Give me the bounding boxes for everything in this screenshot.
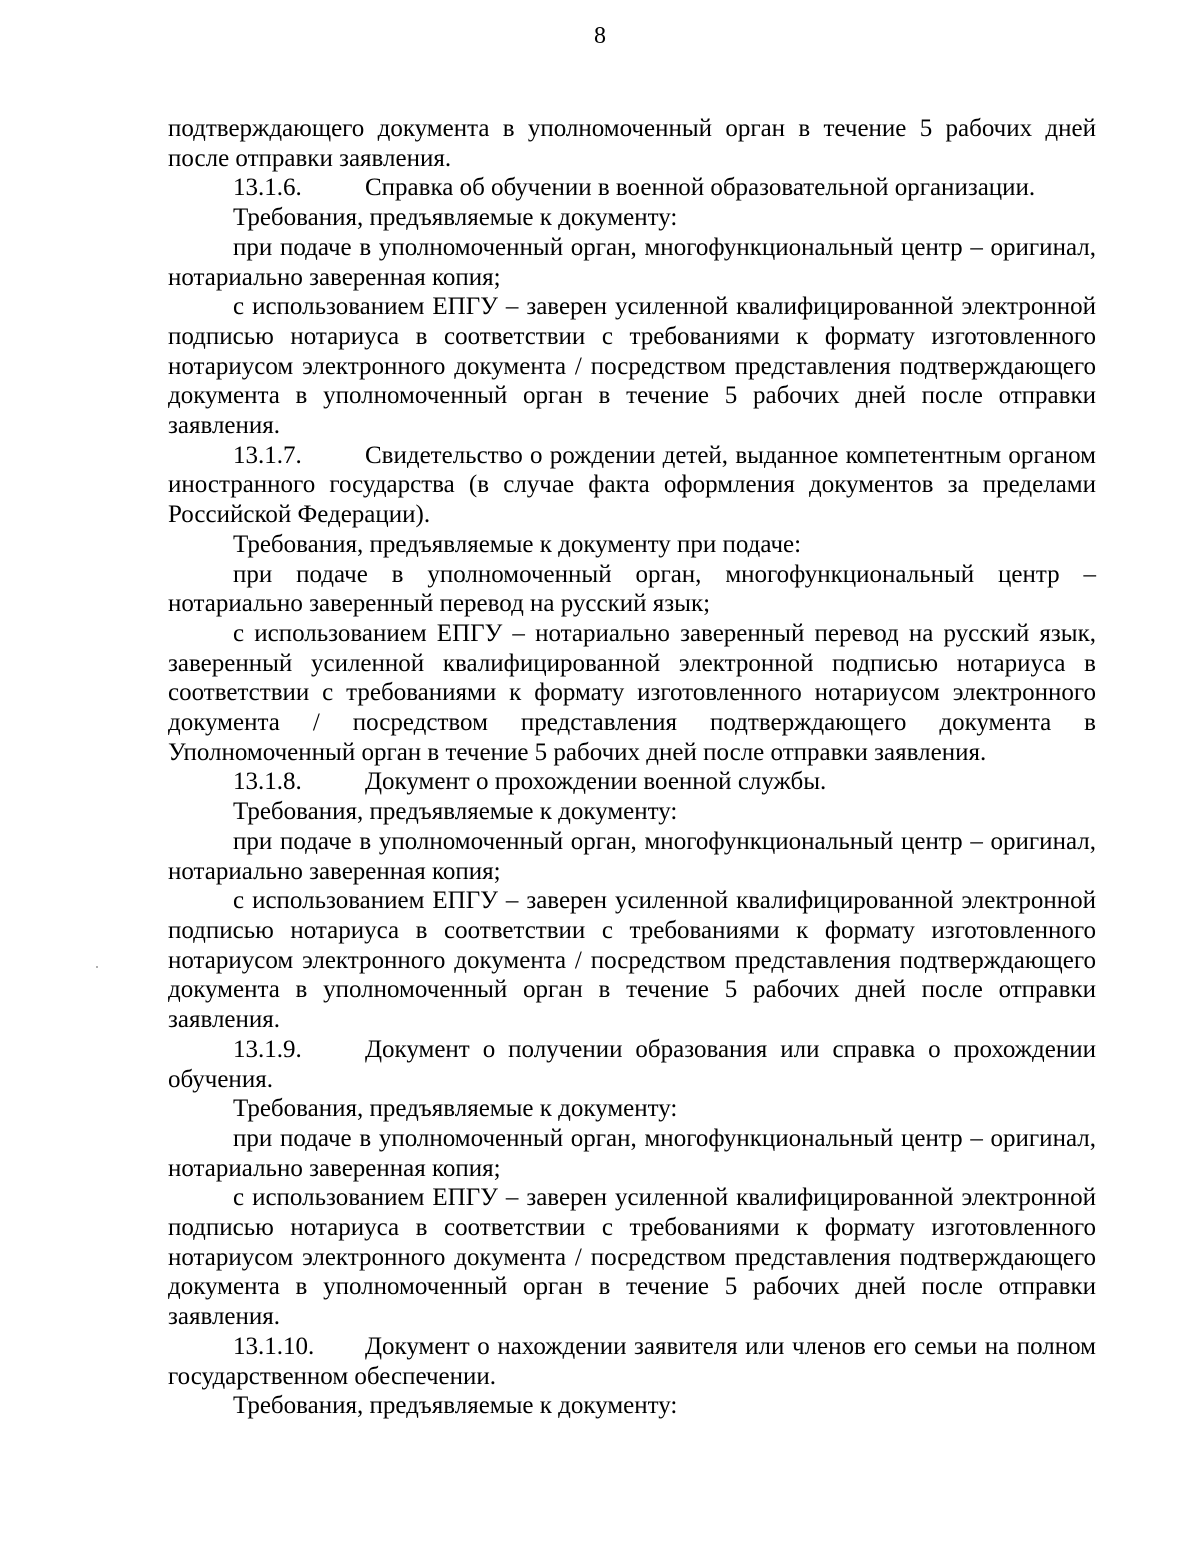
body-paragraph bbox=[168, 203, 1096, 233]
clause-paragraph bbox=[168, 441, 1096, 530]
paragraph-text: Требования, предъявляемые к документу: bbox=[233, 1095, 678, 1123]
paragraph-text: Документ о прохождении военной службы. bbox=[365, 768, 827, 796]
paragraph-text: при подаче в уполномоченный орган, многофункциональный центр – оригинал, нотариально заверенная копия; bbox=[168, 827, 1096, 885]
body-paragraph bbox=[168, 1391, 1096, 1421]
paragraph-text: с использованием ЕПГУ – заверен усиленной квалифицированной электронной подписью нотариуса в соответствии с требованиями к формату изготовленного нотариусом электронного документа / посредством представления подтверждающего документа в уполномоченный орган в течение 5 рабочих дней после отправки заявления. bbox=[168, 1184, 1096, 1331]
paragraph-text: Требования, предъявляемые к документу: bbox=[233, 1392, 678, 1420]
scan-speck bbox=[96, 966, 98, 968]
body-paragraph bbox=[168, 619, 1096, 768]
paragraph-text: Требования, предъявляемые к документу: bbox=[233, 798, 678, 826]
clause-paragraph bbox=[168, 1332, 1096, 1391]
body-paragraph bbox=[168, 827, 1096, 886]
body-paragraph bbox=[168, 560, 1096, 619]
paragraph-text: Справка об обучении в военной образовательной организации. bbox=[365, 174, 1036, 202]
clause-paragraph bbox=[168, 173, 1096, 203]
paragraph-text: Документ о получении образования или справка о прохождении обучения. bbox=[168, 1035, 1096, 1093]
paragraph-text: Требования, предъявляемые к документу при подаче: bbox=[233, 530, 802, 558]
clause-number: 13.1.8. bbox=[233, 768, 302, 796]
paragraph-text: Требования, предъявляемые к документу: bbox=[233, 204, 678, 232]
body-paragraph bbox=[168, 797, 1096, 827]
paragraph-text: с использованием ЕПГУ – заверен усиленной квалифицированной электронной подписью нотариуса в соответствии с требованиями к формату изготовленного нотариусом электронного документа / посредством представления подтверждающего документа в уполномоченный орган в течение 5 рабочих дней после отправки заявления. bbox=[168, 887, 1096, 1034]
body-paragraph bbox=[168, 886, 1096, 1035]
paragraph-text: при подаче в уполномоченный орган, многофункциональный центр – нотариально заверенный перевод на русский язык; bbox=[168, 560, 1096, 618]
body-paragraph bbox=[168, 530, 1096, 560]
clause-paragraph bbox=[168, 1035, 1096, 1094]
clause-number: 13.1.10. bbox=[233, 1332, 315, 1360]
paragraph-text: при подаче в уполномоченный орган, многофункциональный центр – оригинал, нотариально заверенная копия; bbox=[168, 233, 1096, 291]
body-paragraph bbox=[168, 233, 1096, 292]
body-paragraph bbox=[168, 114, 1096, 173]
body-paragraph bbox=[168, 1183, 1096, 1332]
paragraph-text: Свидетельство о рождении детей, выданное компетентным органом иностранного государства (в случае факта оформления документов за пределами Российской Федерации). bbox=[168, 441, 1096, 529]
page-number: 8 bbox=[594, 23, 606, 49]
body-paragraph bbox=[168, 1094, 1096, 1124]
document-body bbox=[168, 114, 1096, 1421]
paragraph-text: подтверждающего документа в уполномоченный орган в течение 5 рабочих дней после отправки заявления. bbox=[168, 115, 1096, 172]
paragraph-text: при подаче в уполномоченный орган, многофункциональный центр – оригинал, нотариально заверенная копия; bbox=[168, 1124, 1096, 1182]
clause-number: 13.1.9. bbox=[233, 1035, 302, 1063]
paragraph-text: с использованием ЕПГУ – нотариально заверенный перевод на русский язык, заверенный усиленной квалифицированной электронной подписью нотариуса в соответствии с требованиями к формату изготовленного нотариусом электронного документа / посредством представления подтверждающего документа в Уполномоченный орган в течение 5 рабочих дней после отправки заявления. bbox=[168, 619, 1096, 766]
clause-number: 13.1.7. bbox=[233, 441, 302, 469]
body-paragraph bbox=[168, 292, 1096, 441]
paragraph-text: с использованием ЕПГУ – заверен усиленной квалифицированной электронной подписью нотариуса в соответствии с требованиями к формату изготовленного нотариусом электронного документа / посредством представления подтверждающего документа в уполномоченный орган в течение 5 рабочих дней после отправки заявления. bbox=[168, 293, 1096, 440]
clause-paragraph bbox=[168, 767, 1096, 797]
clause-number: 13.1.6. bbox=[233, 174, 302, 202]
paragraph-text: Документ о нахождении заявителя или членов его семьи на полном государственном обеспечении. bbox=[168, 1332, 1096, 1390]
body-paragraph bbox=[168, 1124, 1096, 1183]
